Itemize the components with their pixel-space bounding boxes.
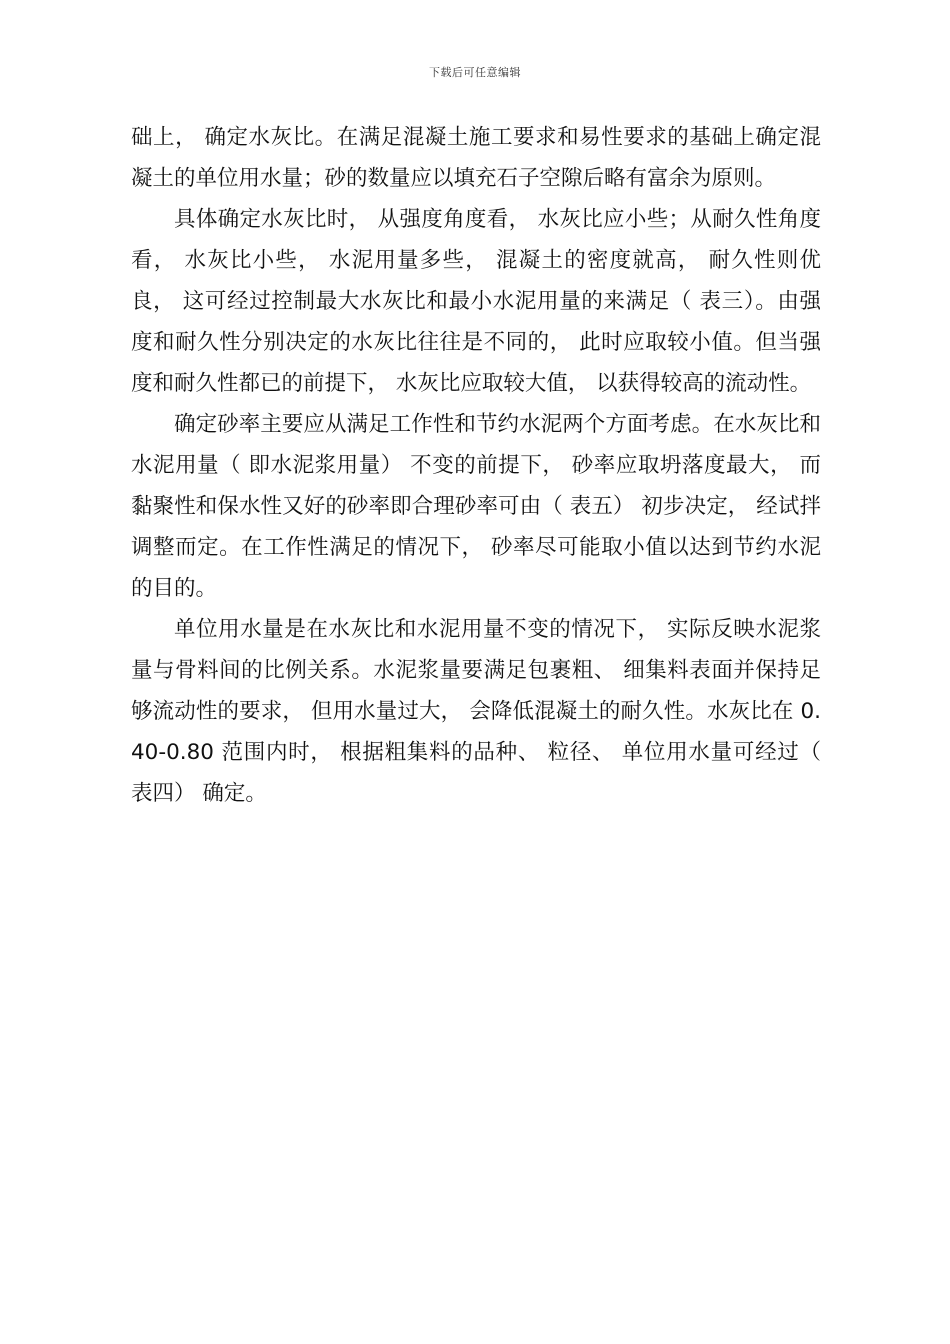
paragraph-water-cement-ratio: 具体确定水灰比时， 从强度角度看， 水灰比应小些；从耐久性角度看， 水灰比小些， 水泥用量多些， 混凝土的密度就高， 耐久性则优良， 这可经过控制最大水灰比和最小水泥用量的来满足（ 表三）。由强度和耐久性分别决定的水灰比往往是不同的， 此时应取较小值。但当强度和耐久性都已的前提下， 水灰比应取较大值， 以获得较高的流动性。 [131, 207, 821, 396]
paragraph-continuation: 础上， 确定水灰比。在满足混凝土施工要求和易性要求的基础上确定混凝土的单位用水量；砂的数量应以填充石子空隙后略有富余为原则。 [131, 125, 821, 191]
page-header: 下载后可任意编辑 [429, 66, 521, 79]
document-body [131, 117, 821, 814]
paragraph-unit-water-content: 单位用水量是在水灰比和水泥用量不变的情况下， 实际反映水泥浆量与骨料间的比例关系。水泥浆量要满足包裹粗、 细集料表面并保持足够流动性的要求， 但用水量过大， 会降低混凝土的耐久性。水灰比在 0.40-0.80 范围内时， 根据粗集料的品种、 粒径、 单位用水量可经过（ 表四） 确定。 [131, 617, 821, 806]
paragraph-sand-ratio: 确定砂率主要应从满足工作性和节约水泥两个方面考虑。在水灰比和水泥用量（ 即水泥浆用量） 不变的前提下， 砂率应取坍落度最大， 而黏聚性和保水性又好的砂率即合理砂率可由（ 表五） 初步决定， 经试拌调整而定。在工作性满足的情况下， 砂率尽可能取小值以达到节约水泥的目的。 [131, 412, 821, 601]
